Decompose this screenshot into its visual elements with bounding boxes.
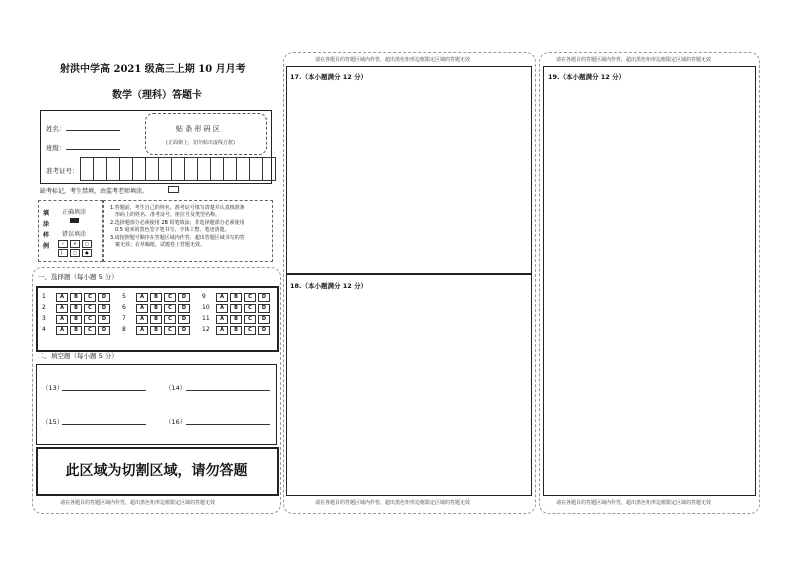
mc-question-number: 5 bbox=[122, 293, 126, 300]
mc-option-c[interactable]: C bbox=[84, 315, 96, 324]
mc-option-c[interactable]: C bbox=[84, 326, 96, 335]
blank-13-field[interactable] bbox=[62, 382, 146, 391]
mc-question-5 bbox=[122, 293, 192, 302]
mc-question-12 bbox=[202, 326, 272, 335]
mc-question-6 bbox=[122, 304, 192, 313]
mc-option-a[interactable]: A bbox=[136, 304, 148, 313]
mc-option-a[interactable]: A bbox=[56, 304, 68, 313]
mc-question-number: 12 bbox=[202, 326, 210, 333]
mc-option-b[interactable]: B bbox=[230, 304, 242, 313]
section2-title: 二、填空题（每小题 5 分） bbox=[38, 352, 118, 360]
mc-option-d[interactable]: D bbox=[98, 315, 110, 324]
instruction-line: 3.请按照题号顺序在答题区域内作答，超出答题区域书写的答 bbox=[110, 234, 245, 241]
q18-answer-box[interactable] bbox=[286, 274, 532, 496]
instructions bbox=[110, 205, 245, 249]
q17-answer-box[interactable] bbox=[286, 66, 532, 274]
barcode-title: 贴 条 形 码 区 bbox=[176, 125, 220, 133]
mc-option-b[interactable]: B bbox=[230, 293, 242, 302]
exam-title: 射洪中学高 2021 级高三上期 10 月月考 bbox=[60, 64, 246, 75]
mc-option-a[interactable]: A bbox=[136, 326, 148, 335]
q19-heading: 19.（本小题满分 12 分） bbox=[548, 73, 626, 81]
absent-note: 缺考标记，考生禁填，由监考老师填涂。 bbox=[40, 188, 149, 195]
mc-option-b[interactable]: B bbox=[150, 315, 162, 324]
mc-question-number: 9 bbox=[202, 293, 206, 300]
mc-option-c[interactable]: C bbox=[84, 293, 96, 302]
mc-option-c[interactable]: C bbox=[164, 293, 176, 302]
mc-option-d[interactable]: D bbox=[178, 293, 190, 302]
middle-header-hint: 请在各题目的答题区域内作答，超出黑色矩形边框限定区域的答题无效 bbox=[315, 57, 471, 63]
id-label: 准考证号： bbox=[46, 167, 79, 175]
mc-answer-area bbox=[42, 293, 272, 343]
mc-option-d[interactable]: D bbox=[258, 304, 270, 313]
mc-question-3 bbox=[42, 315, 112, 324]
q18-heading: 18.（本小题满分 12 分） bbox=[290, 282, 368, 290]
mc-option-a[interactable]: A bbox=[56, 326, 68, 335]
blank-14-label: （14） bbox=[165, 384, 187, 392]
mc-question-number: 10 bbox=[202, 304, 210, 311]
mc-option-d[interactable]: D bbox=[178, 304, 190, 313]
mc-option-d[interactable]: D bbox=[98, 304, 110, 313]
mc-option-a[interactable]: A bbox=[216, 304, 228, 313]
name-field[interactable] bbox=[66, 122, 120, 131]
wrong-fill-label: 错误填涂 bbox=[62, 231, 87, 238]
mc-option-b[interactable]: B bbox=[230, 326, 242, 335]
mc-option-c[interactable]: C bbox=[244, 304, 256, 313]
right-header-hint: 请在各题目的答题区域内作答，超出黑色矩形边框限定区域的答题无效 bbox=[556, 57, 712, 63]
mc-option-c[interactable]: C bbox=[164, 326, 176, 335]
mc-option-d[interactable]: D bbox=[178, 326, 190, 335]
mc-question-number: 1 bbox=[42, 293, 46, 300]
blank-13-label: （13） bbox=[42, 384, 64, 392]
mc-option-b[interactable]: B bbox=[70, 293, 82, 302]
mc-option-b[interactable]: B bbox=[230, 315, 242, 324]
mc-question-number: 4 bbox=[42, 326, 46, 333]
barcode-area bbox=[145, 113, 267, 155]
mc-question-number: 11 bbox=[202, 315, 210, 322]
mc-option-d[interactable]: D bbox=[258, 326, 270, 335]
q19-answer-box[interactable] bbox=[543, 66, 756, 496]
mc-option-a[interactable]: A bbox=[216, 326, 228, 335]
instruction-line: 案无效；在草稿纸，试题卷上答题无效。 bbox=[115, 242, 206, 249]
mc-question-9 bbox=[202, 293, 272, 302]
blank-16-field[interactable] bbox=[186, 416, 270, 425]
mc-option-b[interactable]: B bbox=[70, 326, 82, 335]
left-footer-hint: 请在各题目的答题区域内作答，超出黑色矩形边框限定区域的答题无效 bbox=[60, 500, 216, 506]
blank-14-field[interactable] bbox=[186, 382, 270, 391]
mc-question-2 bbox=[42, 304, 112, 313]
cut-area-notice: 此区域为切割区域，请勿答题 bbox=[65, 463, 248, 479]
mc-option-c[interactable]: C bbox=[84, 304, 96, 313]
mc-option-a[interactable]: A bbox=[216, 315, 228, 324]
wrong-fill-samples: ✓ ✗ ◯ ▏ □ ● bbox=[58, 240, 94, 258]
card-subtitle: 数学（理科）答题卡 bbox=[112, 90, 202, 101]
blank-15-field[interactable] bbox=[62, 416, 146, 425]
middle-footer-hint: 请在各题目的答题区域内作答，超出黑色矩形边框限定区域的答题无效 bbox=[315, 500, 471, 506]
mc-option-c[interactable]: C bbox=[164, 315, 176, 324]
mc-question-4 bbox=[42, 326, 112, 335]
mc-option-a[interactable]: A bbox=[56, 315, 68, 324]
barcode-note: (正面朝上，切勿贴出虚线方框) bbox=[166, 140, 235, 146]
instruction-line: 2.选择题部分必须使用 2B 铅笔填涂；非选择题部分必须使用 bbox=[110, 219, 245, 226]
mc-option-a[interactable]: A bbox=[136, 315, 148, 324]
mc-option-d[interactable]: D bbox=[98, 326, 110, 335]
class-label: 班级： bbox=[46, 144, 66, 152]
mc-option-a[interactable]: A bbox=[56, 293, 68, 302]
blank-15-label: （15） bbox=[42, 418, 64, 426]
blank-16-label: （16） bbox=[165, 418, 187, 426]
mc-option-b[interactable]: B bbox=[150, 326, 162, 335]
mc-question-8 bbox=[122, 326, 192, 335]
mc-option-a[interactable]: A bbox=[136, 293, 148, 302]
mc-option-c[interactable]: C bbox=[164, 304, 176, 313]
name-label: 姓名： bbox=[46, 125, 66, 133]
mc-question-1 bbox=[42, 293, 112, 302]
mc-question-number: 6 bbox=[122, 304, 126, 311]
fill-example-label: 填 涂 样 例 bbox=[43, 210, 50, 250]
mc-option-c[interactable]: C bbox=[244, 293, 256, 302]
mc-option-d[interactable]: D bbox=[98, 293, 110, 302]
mc-option-b[interactable]: B bbox=[150, 293, 162, 302]
mc-option-a[interactable]: A bbox=[216, 293, 228, 302]
mc-option-d[interactable]: D bbox=[178, 315, 190, 324]
mc-option-d[interactable]: D bbox=[258, 293, 270, 302]
mc-option-b[interactable]: B bbox=[70, 315, 82, 324]
mc-question-number: 8 bbox=[122, 326, 126, 333]
instruction-line: 形码上的姓名、准考证号，座位号及类型名称。 bbox=[115, 212, 221, 219]
mc-question-number: 3 bbox=[42, 315, 46, 322]
instruction-line: 1.答题前，考生自己的姓名，准考证号填写清楚并认真核准条 bbox=[110, 205, 245, 211]
right-footer-hint: 请在各题目的答题区域内作答，超出黑色矩形边框限定区域的答题无效 bbox=[556, 500, 712, 506]
class-field[interactable] bbox=[66, 141, 120, 150]
instruction-line: 0.5 毫米的黑色签字笔书写，字体工整、笔迹清楚。 bbox=[115, 227, 230, 234]
mc-option-b[interactable]: B bbox=[150, 304, 162, 313]
mc-question-number: 7 bbox=[122, 315, 126, 322]
mc-question-number: 2 bbox=[42, 304, 46, 311]
mc-question-7 bbox=[122, 315, 192, 324]
mc-option-c[interactable]: C bbox=[244, 326, 256, 335]
id-grid[interactable] bbox=[80, 157, 275, 185]
mc-option-b[interactable]: B bbox=[70, 304, 82, 313]
mc-question-11 bbox=[202, 315, 272, 324]
correct-fill-sample bbox=[70, 218, 79, 223]
correct-fill-label: 正确填涂 bbox=[62, 209, 87, 216]
mc-option-c[interactable]: C bbox=[244, 315, 256, 324]
q17-heading: 17.（本小题满分 12 分） bbox=[290, 73, 368, 81]
fill-answer-box bbox=[36, 364, 277, 445]
section1-title: 一、选择题（每小题 5 分） bbox=[38, 273, 118, 281]
mc-option-d[interactable]: D bbox=[258, 315, 270, 324]
absent-mark-box[interactable] bbox=[168, 186, 179, 193]
mc-question-10 bbox=[202, 304, 272, 313]
